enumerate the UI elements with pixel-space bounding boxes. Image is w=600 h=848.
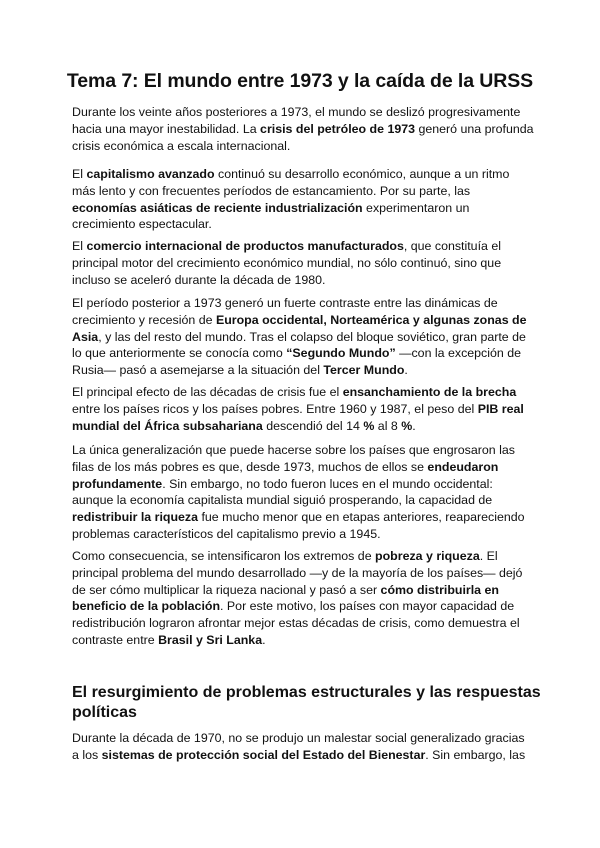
bold-text: %	[363, 418, 375, 433]
paragraph-wealth-gap: El principal efecto de las décadas de crisis fue el ensanchamiento de la brecha entre los países ricos y los países pobres. Entre 1960 y 1987, el peso del PIB real mundial del África subsahariana descendió del 14 % al 8 %.	[72, 385, 524, 433]
bold-text: “Segundo Mundo”	[286, 346, 396, 361]
bold-text: crisis del petróleo de 1973	[260, 121, 416, 136]
paragraph-oil-crisis: Durante los veinte años posteriores a 1973, el mundo se deslizó progresivamente hacia una mayor inestabilidad. La crisis del petróleo de 1973 generó una profunda crisis económica a escala internacional.	[72, 105, 534, 153]
bold-text: economías asiáticas de reciente industrialización	[72, 200, 363, 215]
paragraph-debt-redistribution: La única generalización que puede hacerse sobre los países que engrosaron las filas de los más pobres es que, desde 1973, muchos de ellos se endeudaron profundamente. Sin embargo, no todo fueron luces en el mundo occidental: aunque la economía capitalista mundial siguió prosperando, la capacidad de redistribuir la riqueza fue mucho menor que en etapas anteriores, reapareciendo problemas característicos del capitalismo previo a 1945.	[72, 443, 525, 541]
bold-text: pobreza y riqueza	[375, 549, 480, 563]
section-heading: El resurgimiento de problemas estructurales y las respuestas políticas	[72, 684, 541, 721]
bold-text: sistemas de protección social del Estado del Bienestar	[101, 747, 426, 762]
document-title: Tema 7: El mundo entre 1973 y la caída de la URSS	[66, 70, 534, 92]
paragraph-international-trade: El comercio internacional de productos manufacturados, que constituía el principal motor del crecimiento económico mundial, no sólo continuó, sino que incluso se aceleró durante la década de 1980.	[72, 239, 502, 287]
bold-text: redistribuir la riqueza	[72, 510, 199, 525]
bold-text: capitalismo avanzado	[86, 167, 215, 181]
bold-text: ensanchamiento de la brecha	[342, 385, 517, 399]
bold-text: cómo distribuirla en beneficio de la población	[72, 582, 499, 614]
bold-text: Europa occidental, Norteamérica y algunas zonas de Asia	[72, 312, 527, 344]
paragraph-poverty-wealth: Como consecuencia, se intensificaron los extremos de pobreza y riqueza. El principal problema del mundo desarrollado —y de la mayoría de los países— dejó de ser cómo multiplicar la riqueza nacional y pasó a ser cómo distribuirla en beneficio de la población. Por este motivo, los países con mayor capacidad de redistribución lograron afrontar mejor estas décadas de crisis, como demuestra el contraste entre Brasil y Sri Lanka.	[72, 549, 523, 647]
bold-text: comercio internacional de productos manufacturados	[86, 239, 404, 253]
bold-text: endeudaron profundamente	[72, 459, 499, 491]
paragraph-growth-contrast: El período posterior a 1973 generó un fuerte contraste entre las dinámicas de crecimiento y recesión de Europa occidental, Norteamérica y algunas zonas de Asia, y las del resto del mundo. Tras el colapso del bloque soviético, gran parte de lo que anteriormente se conocía como “Segundo Mundo” —con la excepción de Rusia— pasó a asemejarse a la situación del Tercer Mundo.	[72, 296, 527, 378]
section-paragraph: Durante la década de 1970, no se produjo un malestar social generalizado gracias a los sistemas de protección social del Estado del Bienestar. Sin embargo, las	[72, 731, 526, 762]
paragraph-advanced-capitalism: El capitalismo avanzado continuó su desarrollo económico, aunque a un ritmo más lento y con frecuentes períodos de estancamiento. Por su parte, las economías asiáticas de reciente industrialización experimentaron un crecimiento espectacular.	[72, 167, 510, 232]
bold-text: PIB real mundial del África subsahariana	[72, 401, 524, 433]
bold-text: Tercer Mundo	[323, 363, 405, 378]
bold-text: %	[401, 418, 413, 433]
bold-text: Brasil y Sri Lanka	[158, 632, 263, 647]
